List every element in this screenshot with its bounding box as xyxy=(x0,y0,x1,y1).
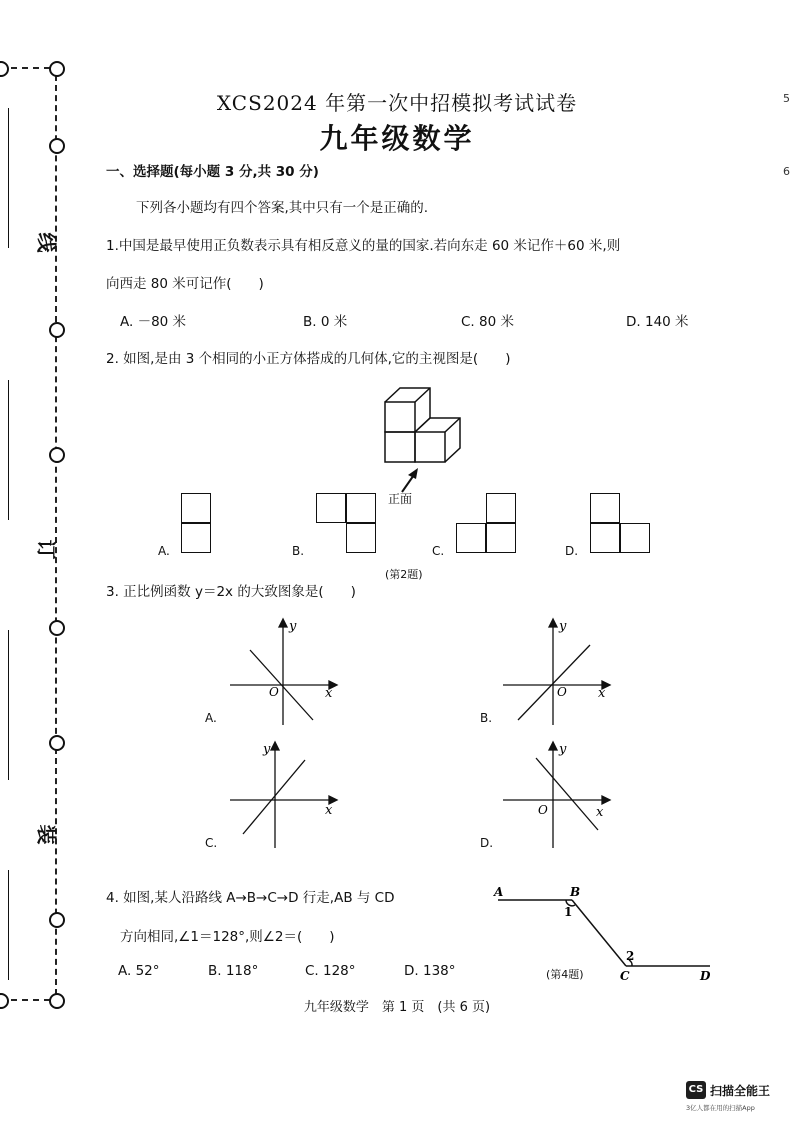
cs-badge-icon: CS xyxy=(686,1081,706,1099)
q4-line2: 方向相同,∠1＝128°,则∠2＝( ) xyxy=(120,929,335,945)
q1-line2: 向西走 80 米可记作( ) xyxy=(106,276,264,292)
axis-label-x: x xyxy=(325,686,333,701)
point-a-label: A xyxy=(494,885,504,899)
binding-hole xyxy=(49,620,65,636)
q3-graph-a xyxy=(225,615,345,730)
origin-label: O xyxy=(557,685,567,699)
info-line xyxy=(8,870,9,980)
axis-label-y: y xyxy=(559,742,567,757)
axis-label-x: x xyxy=(325,803,333,818)
binding-hole xyxy=(49,912,65,928)
q2-caption: (第2题) xyxy=(385,568,423,581)
q3-option-d-letter: D. xyxy=(480,836,494,850)
q1-option-b: B. 0 米 xyxy=(303,314,348,330)
info-line xyxy=(8,630,9,780)
edge-mark: 5 xyxy=(783,92,790,105)
angle-1-label: 1 xyxy=(564,905,573,919)
q1-line1: 1.中国是最早使用正负数表示具有相反意义的量的国家.若向东走 60 米记作＋60 米,则 xyxy=(106,238,621,254)
binding-strip xyxy=(0,0,70,1124)
q4-option-a: A. 52° xyxy=(118,963,160,979)
q2-cube-figure xyxy=(370,380,480,500)
angle-2-label: 2 xyxy=(626,949,635,963)
q4-option-c: C. 128° xyxy=(305,963,356,979)
exam-subject: 九年级数学 xyxy=(319,122,475,155)
q4-caption: (第4题) xyxy=(546,968,584,981)
q1-option-d: D. 140 米 xyxy=(626,314,689,330)
q2-option-b-letter: B. xyxy=(292,544,305,558)
q3-graph-d xyxy=(498,738,618,853)
info-line xyxy=(8,380,9,520)
binding-hole xyxy=(49,61,65,77)
q1-option-a: A. －80 米 xyxy=(120,314,187,330)
binding-hole xyxy=(0,61,9,77)
q4-option-d: D. 138° xyxy=(404,963,456,979)
q2-option-d-letter: D. xyxy=(565,544,579,558)
exam-title: XCS2024 年第一次中招模拟考试试卷 xyxy=(216,91,578,115)
q3-option-b-letter: B. xyxy=(480,711,493,725)
binding-char-ding: 订 xyxy=(34,539,59,560)
q3-graph-b xyxy=(498,615,618,730)
axis-label-x: x xyxy=(598,686,606,701)
edge-mark: 6 xyxy=(783,165,790,178)
scanner-tagline: 3亿人都在用的扫描App xyxy=(686,1104,755,1112)
scanner-name: 扫描全能王 xyxy=(710,1084,771,1098)
binding-char-zhuang: 装 xyxy=(34,824,59,845)
point-b-label: B xyxy=(570,885,581,899)
binding-hole xyxy=(49,447,65,463)
q2-text: 2. 如图,是由 3 个相同的小正方体搭成的几何体,它的主视图是( ) xyxy=(106,351,511,367)
q3-text: 3. 正比例函数 y＝2x 的大致图象是( ) xyxy=(106,584,356,600)
q4-path-figure xyxy=(490,880,720,990)
point-c-label: C xyxy=(620,969,630,983)
q3-graph-c xyxy=(225,738,345,853)
axis-label-y: y xyxy=(263,742,271,757)
binding-hole xyxy=(49,322,65,338)
q3-option-c-letter: C. xyxy=(205,836,218,850)
axis-label-x: x xyxy=(596,805,604,820)
binding-char-xian: 线 xyxy=(34,232,59,253)
q3-option-a-letter: A. xyxy=(205,711,217,725)
origin-label: O xyxy=(269,685,279,699)
binding-hole xyxy=(49,735,65,751)
axis-label-y: y xyxy=(559,619,567,634)
q2-option-c-letter: C. xyxy=(432,544,445,558)
section-instruction: 下列各小题均有四个答案,其中只有一个是正确的. xyxy=(136,200,429,216)
q2-front-label: 正面 xyxy=(388,492,413,506)
binding-dash-line xyxy=(55,75,57,995)
q1-option-c: C. 80 米 xyxy=(461,314,514,330)
q4-line1: 4. 如图,某人沿路线 A→B→C→D 行走,AB 与 CD xyxy=(106,890,395,906)
page-footer: 九年级数学 第 1 页 (共 6 页) xyxy=(303,1000,491,1015)
section-heading: 一、选择题(每小题 3 分,共 30 分) xyxy=(106,164,319,180)
axis-label-y: y xyxy=(289,619,297,634)
point-d-label: D xyxy=(700,969,711,983)
q2-option-a-letter: A. xyxy=(158,544,170,558)
q4-option-b: B. 118° xyxy=(208,963,259,979)
origin-label: O xyxy=(538,803,548,817)
